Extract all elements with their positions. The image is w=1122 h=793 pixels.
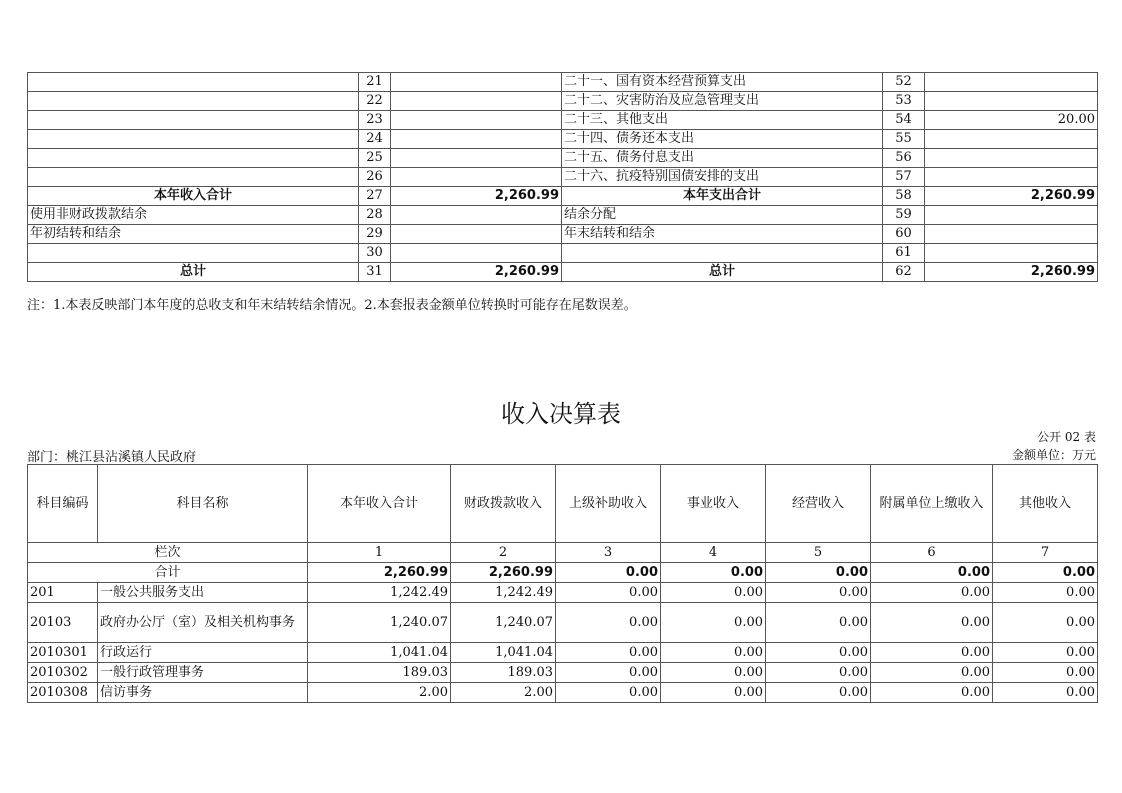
amount-cell: 0.00 xyxy=(556,663,661,683)
subject-code-cell: 2010302 xyxy=(28,663,98,683)
income-amount-cell xyxy=(391,149,562,168)
expense-item-cell xyxy=(562,244,883,263)
table-row xyxy=(28,683,1098,703)
expense-item-cell: 本年支出合计 xyxy=(562,187,883,206)
income-line-number-cell: 25 xyxy=(359,149,391,168)
table-row xyxy=(28,168,1098,187)
income-line-number-cell: 29 xyxy=(359,225,391,244)
income-item-cell: 总计 xyxy=(28,263,359,282)
table-row xyxy=(28,206,1098,225)
expense-item-cell: 总计 xyxy=(562,263,883,282)
amount-cell: 0.00 xyxy=(766,683,871,703)
expense-amount-cell xyxy=(925,168,1098,187)
total-value-cell: 2,260.99 xyxy=(308,563,451,583)
expense-amount-cell xyxy=(925,92,1098,111)
amount-cell: 1,041.04 xyxy=(308,643,451,663)
expense-item-cell: 二十一、国有资本经营预算支出 xyxy=(562,73,883,92)
expense-line-number-cell: 60 xyxy=(883,225,925,244)
table-row xyxy=(28,263,1098,282)
income-line-number-cell: 28 xyxy=(359,206,391,225)
amount-cell: 0.00 xyxy=(556,683,661,703)
income-line-number-cell: 27 xyxy=(359,187,391,206)
column-header: 附属单位上缴收入 xyxy=(871,465,993,543)
income-amount-cell xyxy=(391,225,562,244)
income-amount-cell xyxy=(391,206,562,225)
amount-cell: 1,041.04 xyxy=(451,643,556,663)
subject-code-cell: 2010308 xyxy=(28,683,98,703)
amount-cell: 0.00 xyxy=(993,643,1098,663)
income-item-cell xyxy=(28,92,359,111)
total-value-cell: 0.00 xyxy=(871,563,993,583)
income-amount-cell xyxy=(391,168,562,187)
amount-cell: 0.00 xyxy=(871,663,993,683)
column-number-cell: 6 xyxy=(871,543,993,563)
income-line-number-cell: 23 xyxy=(359,111,391,130)
income-amount-cell xyxy=(391,244,562,263)
amount-cell: 0.00 xyxy=(993,583,1098,603)
column-index-row xyxy=(28,543,1098,563)
expense-line-number-cell: 55 xyxy=(883,130,925,149)
amount-cell: 0.00 xyxy=(556,583,661,603)
column-index-label: 栏次 xyxy=(28,543,308,563)
subject-code-cell: 201 xyxy=(28,583,98,603)
amount-cell: 0.00 xyxy=(661,683,766,703)
subject-code-cell: 20103 xyxy=(28,603,98,643)
expense-amount-cell xyxy=(925,244,1098,263)
total-value-cell: 0.00 xyxy=(556,563,661,583)
income-item-cell xyxy=(28,168,359,187)
column-header: 科目编码 xyxy=(28,465,98,543)
department-label: 部门：桃江县沾溪镇人民政府 xyxy=(27,450,197,465)
expense-line-number-cell: 57 xyxy=(883,168,925,187)
expense-line-number-cell: 58 xyxy=(883,187,925,206)
amount-cell: 0.00 xyxy=(871,603,993,643)
income-item-cell xyxy=(28,130,359,149)
expense-item-cell: 结余分配 xyxy=(562,206,883,225)
column-header: 事业收入 xyxy=(661,465,766,543)
income-item-cell xyxy=(28,111,359,130)
amount-cell: 0.00 xyxy=(766,603,871,643)
column-header: 科目名称 xyxy=(98,465,308,543)
table-row xyxy=(28,130,1098,149)
expense-line-number-cell: 54 xyxy=(883,111,925,130)
form-number: 公开 02 表 xyxy=(1037,430,1096,444)
income-item-cell: 使用非财政拨款结余 xyxy=(28,206,359,225)
amount-cell: 0.00 xyxy=(766,663,871,683)
column-number-cell: 3 xyxy=(556,543,661,563)
column-header: 其他收入 xyxy=(993,465,1098,543)
amount-cell: 0.00 xyxy=(661,583,766,603)
table-row xyxy=(28,73,1098,92)
income-statement-table xyxy=(27,464,1098,703)
subject-name-cell: 行政运行 xyxy=(98,643,308,663)
income-line-number-cell: 30 xyxy=(359,244,391,263)
amount-cell: 1,240.07 xyxy=(451,603,556,643)
amount-cell: 189.03 xyxy=(451,663,556,683)
income-amount-cell: 2,260.99 xyxy=(391,263,562,282)
table-row xyxy=(28,92,1098,111)
expense-amount-cell xyxy=(925,225,1098,244)
income-amount-cell xyxy=(391,111,562,130)
amount-cell: 0.00 xyxy=(766,643,871,663)
amount-cell: 189.03 xyxy=(308,663,451,683)
total-value-cell: 0.00 xyxy=(766,563,871,583)
table-row xyxy=(28,603,1098,643)
expense-item-cell: 年末结转和结余 xyxy=(562,225,883,244)
expense-item-cell: 二十六、抗疫特别国债安排的支出 xyxy=(562,168,883,187)
income-line-number-cell: 21 xyxy=(359,73,391,92)
column-number-cell: 4 xyxy=(661,543,766,563)
expense-line-number-cell: 59 xyxy=(883,206,925,225)
subject-name-cell: 政府办公厅（室）及相关机构事务 xyxy=(98,603,308,643)
column-number-cell: 5 xyxy=(766,543,871,563)
amount-cell: 0.00 xyxy=(993,663,1098,683)
amount-cell: 1,242.49 xyxy=(308,583,451,603)
income-item-cell xyxy=(28,73,359,92)
table-row xyxy=(28,663,1098,683)
amount-cell: 0.00 xyxy=(661,663,766,683)
column-header: 本年收入合计 xyxy=(308,465,451,543)
column-header: 上级补助收入 xyxy=(556,465,661,543)
expense-item-cell: 二十三、其他支出 xyxy=(562,111,883,130)
expense-amount-cell xyxy=(925,73,1098,92)
amount-cell: 1,240.07 xyxy=(308,603,451,643)
table-row xyxy=(28,149,1098,168)
income-amount-cell: 2,260.99 xyxy=(391,187,562,206)
total-label: 合计 xyxy=(28,563,308,583)
income-item-cell xyxy=(28,244,359,263)
income-amount-cell xyxy=(391,92,562,111)
income-line-number-cell: 26 xyxy=(359,168,391,187)
amount-cell: 1,242.49 xyxy=(451,583,556,603)
expense-item-cell: 二十四、债务还本支出 xyxy=(562,130,883,149)
header-row xyxy=(28,465,1098,543)
amount-cell: 0.00 xyxy=(871,643,993,663)
column-number-cell: 7 xyxy=(993,543,1098,563)
table-row xyxy=(28,643,1098,663)
page-title: 收入决算表 xyxy=(501,400,621,428)
income-line-number-cell: 24 xyxy=(359,130,391,149)
subject-name-cell: 一般公共服务支出 xyxy=(98,583,308,603)
column-header: 经营收入 xyxy=(766,465,871,543)
total-value-cell: 0.00 xyxy=(993,563,1098,583)
table-row xyxy=(28,583,1098,603)
expense-item-cell: 二十五、债务付息支出 xyxy=(562,149,883,168)
table-row xyxy=(28,244,1098,263)
column-number-cell: 1 xyxy=(308,543,451,563)
expense-line-number-cell: 53 xyxy=(883,92,925,111)
income-line-number-cell: 22 xyxy=(359,92,391,111)
income-item-cell: 年初结转和结余 xyxy=(28,225,359,244)
expense-line-number-cell: 61 xyxy=(883,244,925,263)
expense-amount-cell: 2,260.99 xyxy=(925,187,1098,206)
amount-cell: 0.00 xyxy=(993,603,1098,643)
income-line-number-cell: 31 xyxy=(359,263,391,282)
expense-amount-cell: 20.00 xyxy=(925,111,1098,130)
amount-cell: 0.00 xyxy=(661,643,766,663)
amount-cell: 0.00 xyxy=(871,583,993,603)
expense-amount-cell xyxy=(925,149,1098,168)
income-amount-cell xyxy=(391,130,562,149)
total-row xyxy=(28,563,1098,583)
table-row xyxy=(28,187,1098,206)
amount-cell: 0.00 xyxy=(766,583,871,603)
expense-amount-cell: 2,260.99 xyxy=(925,263,1098,282)
amount-cell: 0.00 xyxy=(871,683,993,703)
expense-amount-cell xyxy=(925,206,1098,225)
unit-label: 金额单位：万元 xyxy=(1011,448,1096,462)
subject-code-cell: 2010301 xyxy=(28,643,98,663)
column-number-cell: 2 xyxy=(451,543,556,563)
income-amount-cell xyxy=(391,73,562,92)
subject-name-cell: 信访事务 xyxy=(98,683,308,703)
column-header: 财政拨款收入 xyxy=(451,465,556,543)
amount-cell: 2.00 xyxy=(308,683,451,703)
total-value-cell: 0.00 xyxy=(661,563,766,583)
amount-cell: 2.00 xyxy=(451,683,556,703)
table-note: 注：1.本表反映部门本年度的总收支和年末结转结余情况。2.本套报表金额单位转换时可能存在尾数误差。 xyxy=(27,298,637,313)
income-expense-summary-table xyxy=(27,72,1098,282)
expense-line-number-cell: 56 xyxy=(883,149,925,168)
expense-line-number-cell: 62 xyxy=(883,263,925,282)
amount-cell: 0.00 xyxy=(556,643,661,663)
amount-cell: 0.00 xyxy=(661,603,766,643)
subject-name-cell: 一般行政管理事务 xyxy=(98,663,308,683)
expense-amount-cell xyxy=(925,130,1098,149)
table-row xyxy=(28,225,1098,244)
total-value-cell: 2,260.99 xyxy=(451,563,556,583)
table-row xyxy=(28,111,1098,130)
income-item-cell: 本年收入合计 xyxy=(28,187,359,206)
amount-cell: 0.00 xyxy=(556,603,661,643)
income-item-cell xyxy=(28,149,359,168)
expense-line-number-cell: 52 xyxy=(883,73,925,92)
expense-item-cell: 二十二、灾害防治及应急管理支出 xyxy=(562,92,883,111)
amount-cell: 0.00 xyxy=(993,683,1098,703)
